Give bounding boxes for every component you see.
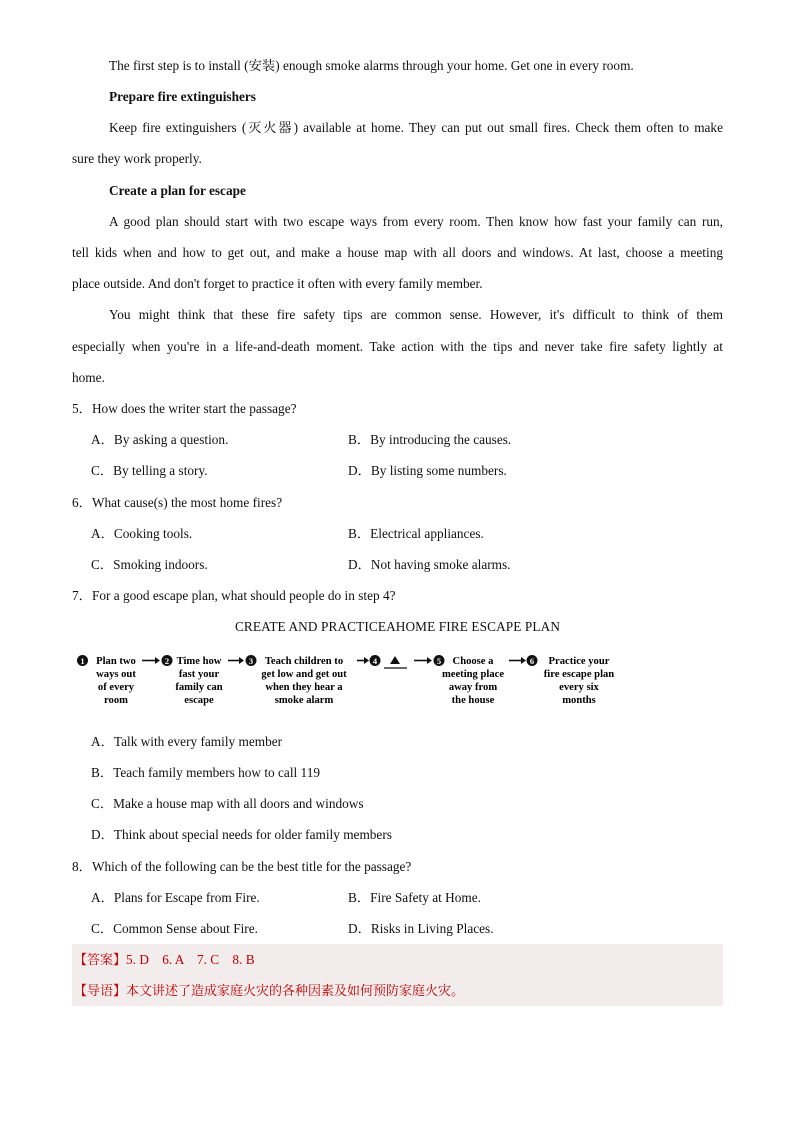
flow-arrow-5 <box>509 657 526 664</box>
guide-line <box>74 983 464 1001</box>
step-5-line-4: the house <box>451 695 495 706</box>
step-6-line-1: Practice your <box>548 656 610 667</box>
step-2-line-1: Time how <box>176 656 222 667</box>
question-6-option-d: D．Not having smoke alarms. <box>348 557 511 572</box>
step-3-line-3: when they hear a <box>265 682 343 693</box>
flow-arrow-4 <box>414 657 432 664</box>
paragraph-extinguishers-line1: Keep fire extinguishers (灭火器) available at home. They can put out small fires. Check them often to make <box>109 120 723 135</box>
paragraph-conclusion-line2: especially when you're in a life-and-death moment. Take action with the tips and never take fire safety lightly at <box>72 339 723 354</box>
question-7-option-c: C．Make a house map with all doors and windows <box>91 796 364 811</box>
paragraph-plan-line2: tell kids when and how to get out, and make a house map with all doors and windows. At last, choose a meeting <box>72 245 723 260</box>
heading-escape-plan: Create a plan for escape <box>109 183 246 198</box>
step-2-line-2: fast your <box>178 669 220 680</box>
step-1-number: 1 <box>80 656 85 666</box>
question-8-option-c: C．Common Sense about Fire. <box>91 921 258 936</box>
question-6-option-c: C．Smoking indoors. <box>91 557 208 572</box>
paragraph-plan-line1: A good plan should start with two escape ways from every room. Then know how fast your family can run, <box>109 214 723 229</box>
question-5-option-b: B．By introducing the causes. <box>348 432 512 447</box>
step-2-line-4: escape <box>184 695 214 706</box>
question-8-stem: 8．Which of the following can be the best title for the passage? <box>72 859 412 874</box>
step-6-line-4: months <box>562 695 596 706</box>
question-8-option-a: A．Plans for Escape from Fire. <box>91 890 260 905</box>
question-6-option-a: A．Cooking tools. <box>91 526 193 541</box>
flow-step-6 <box>527 655 615 706</box>
step-3-line-4: smoke alarm <box>274 695 334 706</box>
guide-tag: 【导语】 <box>74 984 127 999</box>
fire-escape-flowchart <box>76 652 636 712</box>
question-7-option-b: B．Teach family members how to call 119 <box>91 765 320 780</box>
step-5-number: 5 <box>436 656 442 666</box>
step-1-line-3: of every <box>97 682 135 693</box>
step-6-line-2: fire escape plan <box>543 669 615 680</box>
step-1-line-2: ways out <box>96 669 136 680</box>
step-3-line-1: Teach children to <box>264 656 344 667</box>
flow-step-2 <box>162 655 223 706</box>
step-5-line-1: Choose a <box>452 656 494 667</box>
question-7-option-d: D．Think about special needs for older family members <box>91 827 392 842</box>
question-5-stem: 5．How does the writer start the passage? <box>72 401 297 416</box>
step-6-line-3: every six <box>559 682 599 693</box>
flow-step-3 <box>246 655 348 706</box>
answer-line <box>74 951 255 970</box>
step-1-line-1: Plan two <box>96 656 136 667</box>
step-2-number: 2 <box>164 656 170 666</box>
flow-step-4 <box>370 655 408 668</box>
paragraph-smoke-alarms: The first step is to install (安装) enough smoke alarms through your home. Get one in every room. <box>109 58 634 73</box>
flow-arrow-1 <box>142 657 160 664</box>
question-5-option-a: A．By asking a question. <box>91 432 229 447</box>
question-5-option-d: D．By listing some numbers. <box>348 463 507 478</box>
step-5-line-2: meeting place <box>441 669 505 680</box>
step-6-number: 6 <box>529 656 535 666</box>
flow-arrow-3 <box>357 657 369 664</box>
blank-marker-triangle-icon <box>390 656 400 664</box>
step-3-number: 3 <box>248 656 254 666</box>
flow-step-5 <box>434 655 505 706</box>
question-6-stem: 6．What cause(s) the most home fires? <box>72 495 283 510</box>
answer-key-box <box>72 944 723 1006</box>
guide-text: 本文讲述了造成家庭火灾的各种因素及如何预防家庭火灾。 <box>126 984 465 999</box>
step-4-number: 4 <box>372 656 378 666</box>
flowchart-title: CREATE AND PRACTICEAHOME FIRE ESCAPE PLAN <box>234 619 561 634</box>
question-8-option-d: D．Risks in Living Places. <box>348 921 494 936</box>
step-3-line-2: get low and get out <box>261 669 347 680</box>
paragraph-plan-line3: place outside. And don't forget to practice it often with every family member. <box>72 276 483 291</box>
question-6-option-b: B．Electrical appliances. <box>348 526 484 541</box>
step-5-line-3: away from <box>448 682 498 693</box>
answer-values: 5. D 6. A 7. C 8. B <box>126 952 255 967</box>
flow-step-1 <box>77 655 136 706</box>
heading-fire-extinguishers: Prepare fire extinguishers <box>109 89 256 104</box>
flow-arrow-2 <box>228 657 244 664</box>
question-7-option-a: A．Talk with every family member <box>91 734 283 749</box>
question-8-option-b: B．Fire Safety at Home. <box>348 890 481 905</box>
step-1-line-4: room <box>104 695 128 706</box>
paragraph-extinguishers-line2: sure they work properly. <box>72 151 202 166</box>
question-5-option-c: C．By telling a story. <box>91 463 208 478</box>
step-2-line-3: family can <box>175 682 223 693</box>
paragraph-conclusion-line1: You might think that these fire safety tips are common sense. However, it's difficult to think of them <box>109 307 723 322</box>
paragraph-conclusion-line3: home. <box>72 370 105 385</box>
question-7-stem: 7．For a good escape plan, what should people do in step 4? <box>72 588 396 603</box>
answer-tag: 【答案】 <box>74 953 127 968</box>
